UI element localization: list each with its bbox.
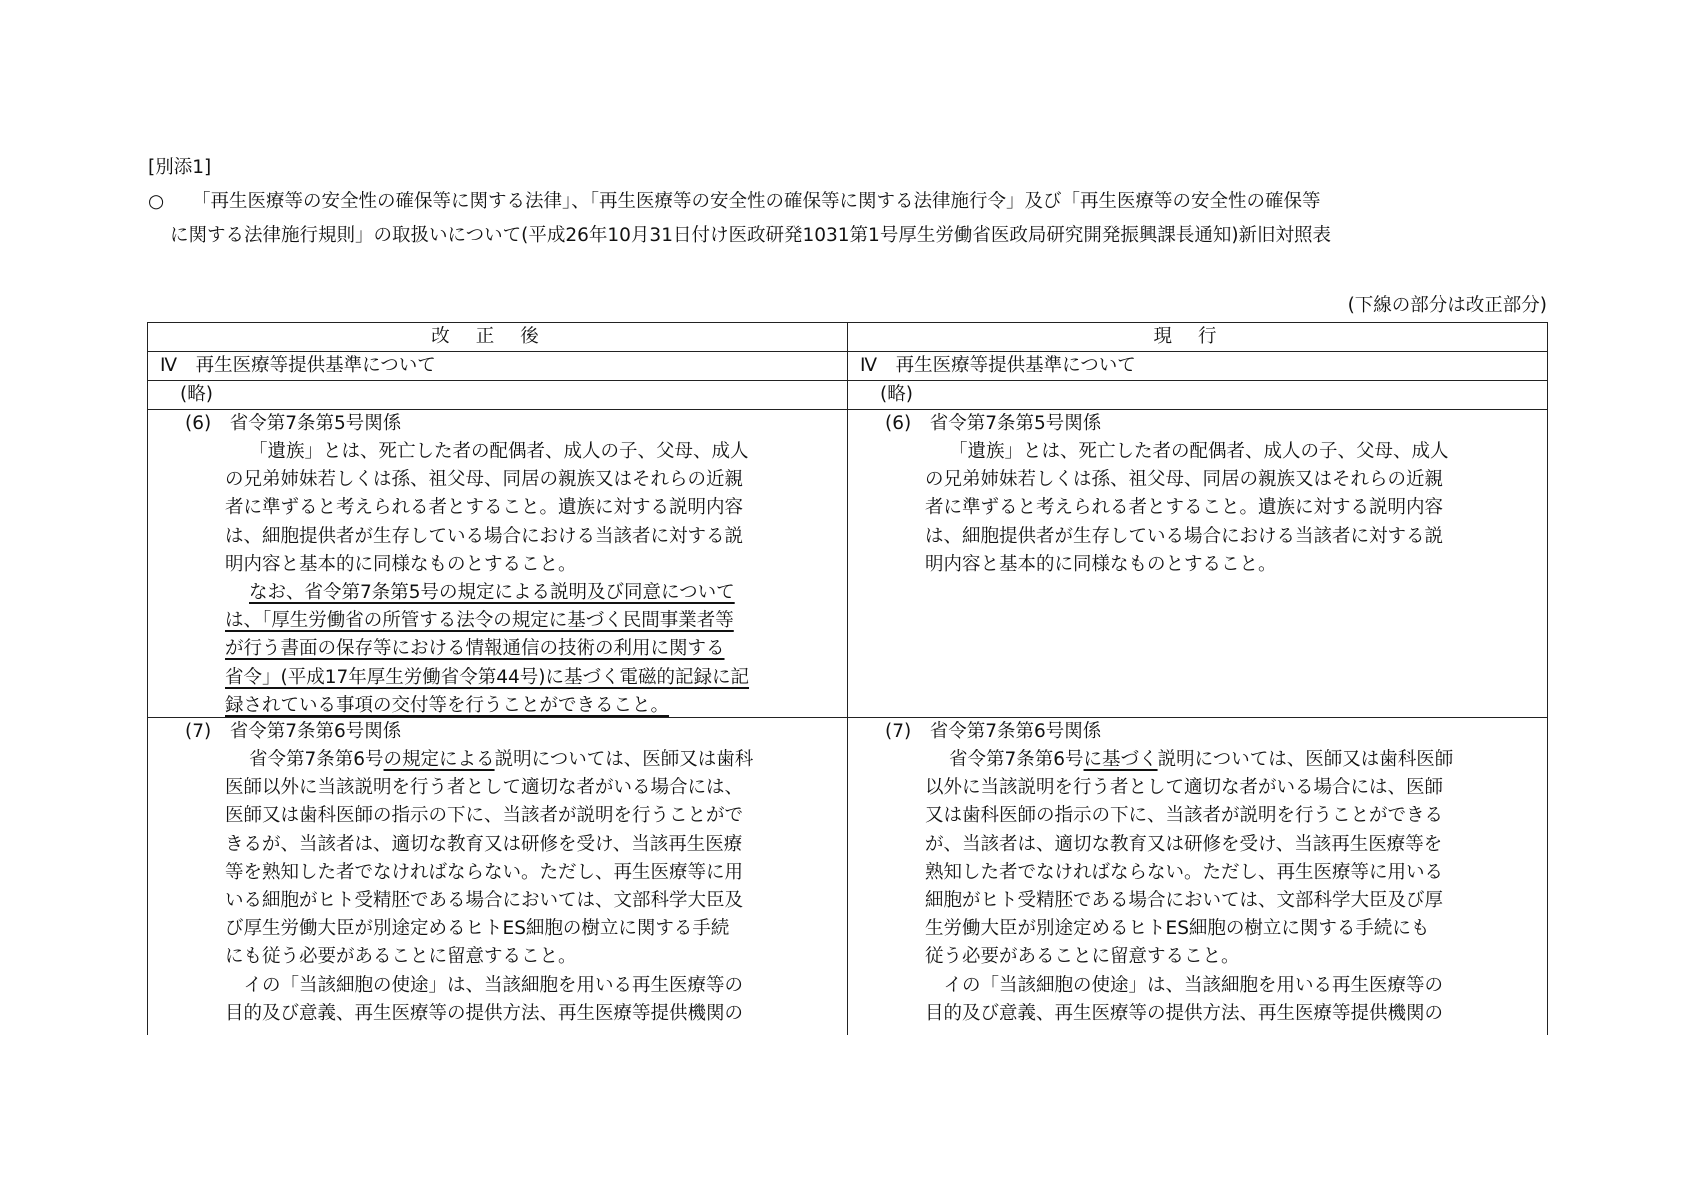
- table-border: [1547, 322, 1548, 1035]
- amended-text-line: は、「厚生労働省の所管する法令の規定に基づく民間事業者等: [225, 610, 734, 632]
- text-line: 明内容と基本的に同様なものとすること。: [225, 553, 577, 575]
- item6-new-body: [225, 438, 749, 720]
- text-line: いる細胞がヒト受精胚である場合においては、文部科学大臣及: [225, 890, 744, 912]
- amended-text-fragment: の規定による: [383, 749, 495, 770]
- text-line: 「遺族」とは、死亡した者の配偶者、成人の子、父母、成人: [249, 441, 749, 462]
- item6-old: [885, 410, 1101, 438]
- omitted-new: (略): [180, 384, 213, 405]
- text-line: 者に準ずると考えられる者とすること。遺族に対する説明内容: [925, 497, 1444, 519]
- text-line: 熟知した者でなければならない。ただし、再生医療等に用いる: [925, 861, 1444, 883]
- amended-text-line: なお、省令第7条第5号の規定による説明及び同意について: [249, 582, 735, 604]
- item7-old-body: [925, 746, 1453, 1028]
- text-fragment: 省令第7条第6号: [249, 749, 384, 770]
- column-header-new: 改正後: [431, 326, 565, 347]
- column-header-old: 現行: [1153, 326, 1243, 347]
- item7-new: [185, 718, 401, 746]
- heading-bullet: ○: [148, 191, 165, 212]
- section-title-new: Ⅳ 再生医療等提供基準について: [160, 355, 436, 376]
- text-line: が、当該者は、適切な教育又は研修を受け、当該再生医療等を: [925, 833, 1443, 855]
- amended-text-fragment: に基づく: [1083, 749, 1158, 770]
- text-line: は、細胞提供者が生存している場合における当該者に対する説: [225, 525, 744, 547]
- item7-new-body: [225, 746, 753, 1028]
- text-line: イの「当該細胞の使途」は、当該細胞を用いる再生医療等の: [225, 974, 744, 996]
- text-line: 明内容と基本的に同様なものとすること。: [925, 553, 1277, 575]
- text-line: 「遺族」とは、死亡した者の配偶者、成人の子、父母、成人: [949, 441, 1449, 462]
- text-line: 目的及び意義、再生医療等の提供方法、再生医療等提供機関の: [225, 1002, 744, 1024]
- heading-line-2: に関する法律施行規則」の取扱いについて(平成26年10月31日付け医政研発1031第1号厚生労働省医政局研究開発振興課長通知)新旧対照表: [170, 225, 1332, 246]
- text-line: 以外に当該説明を行う者として適切な者がいる場合には、医師: [925, 777, 1444, 799]
- attachment-label: [別添1]: [148, 157, 212, 178]
- item-title: (6) 省令第7条第5号関係: [185, 413, 402, 434]
- table-border: [147, 322, 148, 1035]
- text-line: にも従う必要があることに留意すること。: [225, 946, 577, 968]
- text-line: 又は歯科医師の指示の下に、当該者が説明を行うことができる: [925, 805, 1444, 827]
- text-line: 医師以外に当該説明を行う者として適切な者がいる場合には、: [225, 777, 744, 799]
- text-line: 等を熟知した者でなければならない。ただし、再生医療等に用: [225, 861, 744, 883]
- text-line: び厚生労働大臣が別途定めるヒトES細胞の樹立に関する手続: [225, 918, 730, 940]
- item7-old: [885, 718, 1101, 746]
- item-title: (6) 省令第7条第5号関係: [885, 413, 1102, 434]
- text-line: の兄弟姉妹若しくは孫、祖父母、同居の親族又はそれらの近親: [925, 469, 1444, 491]
- text-line: 従う必要があることに留意すること。: [925, 946, 1240, 968]
- item6-new: [185, 410, 401, 438]
- text-line: きるが、当該者は、適切な教育又は研修を受け、当該再生医療: [225, 833, 743, 855]
- text-line: の兄弟姉妹若しくは孫、祖父母、同居の親族又はそれらの近親: [225, 469, 744, 491]
- item6-old-body: [925, 438, 1449, 579]
- text-line: 生労働大臣が別途定めるヒトES細胞の樹立に関する手続にも: [925, 918, 1430, 940]
- item-title: (7) 省令第7条第6号関係: [885, 721, 1102, 742]
- omitted-old: (略): [880, 384, 913, 405]
- amended-text-line: 省令」(平成17年厚生労働省令第44号)に基づく電磁的記録に記: [225, 666, 750, 688]
- heading-line-1: 「再生医療等の安全性の確保等に関する法律」、「再生医療等の安全性の確保等に関する法律施行令」及び「再生医療等の安全性の確保等: [192, 191, 1321, 212]
- text-line: 医師又は歯科医師の指示の下に、当該者が説明を行うことがで: [225, 805, 744, 827]
- text-line: イの「当該細胞の使途」は、当該細胞を用いる再生医療等の: [925, 974, 1444, 996]
- text-line: 目的及び意義、再生医療等の提供方法、再生医療等提供機関の: [925, 1002, 1444, 1024]
- text-line: は、細胞提供者が生存している場合における当該者に対する説: [925, 525, 1444, 547]
- text-fragment: 説明については、医師又は歯科医師: [1157, 749, 1454, 770]
- amended-text-line: が行う書面の保存等における情報通信の技術の利用に関する: [225, 638, 725, 660]
- underline-note: (下線の部分は改正部分): [1347, 295, 1547, 316]
- item-title: (7) 省令第7条第6号関係: [185, 721, 402, 742]
- section-title-old: Ⅳ 再生医療等提供基準について: [860, 355, 1136, 376]
- table-border: [847, 322, 848, 1035]
- text-line: 者に準ずると考えられる者とすること。遺族に対する説明内容: [225, 497, 744, 519]
- amended-text-line: 録されている事項の交付等を行うことができること。: [225, 694, 670, 716]
- text-fragment: 省令第7条第6号: [949, 749, 1084, 770]
- text-line: 細胞がヒト受精胚である場合においては、文部科学大臣及び厚: [925, 890, 1444, 912]
- text-fragment: 説明については、医師又は歯科: [494, 749, 754, 770]
